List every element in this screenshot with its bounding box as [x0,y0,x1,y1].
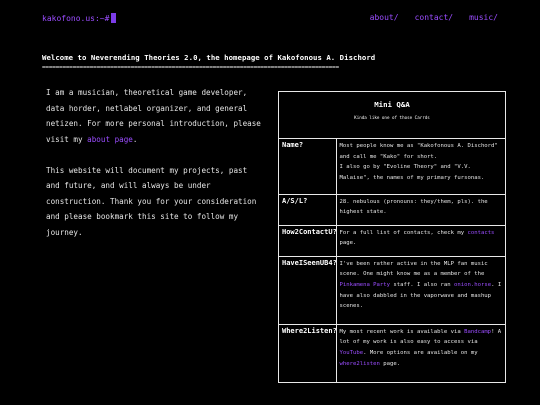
qa-title: Mini Q&A [374,100,410,109]
qa-answer-text: . I have also dabbled in the vaporwave and mashup scenes. [339,281,502,310]
qa-row [279,225,505,256]
qa-row [279,194,505,225]
nav-music-link[interactable]: music/ [469,13,498,22]
nav-contact-link[interactable]: contact/ [414,13,454,22]
qa-question: Name? [279,139,336,194]
qa-question: Where2Listen? [279,324,336,383]
qa-answer-text: Most people know me as "Kakofonous A. Dischord" and call me "Kako" for short. [339,143,498,160]
top-nav [370,13,498,22]
qa-question: A/S/L? [279,194,336,225]
intro-paragraph-1 [46,85,264,147]
qa-answer-text: I also go by "Evoline Theory" and "V.V. Malaise", the names of my primary fursonas. [339,164,485,182]
intro-paragraph-2: This website will document my projects, past and future, and will always be under construction. Thank you for your consideration and please bookmark this site to follow my journey. [46,165,257,237]
qa-header [279,92,505,139]
qa-answer-text: page. [379,360,401,367]
qa-answer-text: My most recent work is available via [339,328,465,335]
title-underline: ======================================================================================= [42,64,339,71]
onion-horse-link[interactable]: onion.horse [454,281,492,288]
qa-question: How2ContactU? [279,225,336,256]
qa-answer [336,256,505,324]
bandcamp-link[interactable]: Bandcamp [464,328,492,335]
intro-text [46,85,264,256]
intro-p1-end: . [132,134,138,144]
qa-question: HaveISeenUB4? [279,256,336,324]
where2listen-link[interactable]: where2listen [339,360,380,367]
qa-answer [336,225,505,256]
qa-answer-text: . More options are available on my [363,349,478,356]
qa-answer-text: I've been rather active in the MLP fan music scene. One might know me as a member of the [339,260,488,278]
pinkamena-party-link[interactable]: Pinkamena Party [339,281,391,288]
qa-row [279,256,505,324]
page-title: Welcome to Neverending Theories 2.0, the homepage of Kakofonous A. Dischord [42,53,376,62]
intro-p1-text: I am a musician, theoretical game developer, data horder, netlabel organizer, and general netizen. For more personal introduction, please visit my [46,88,261,144]
cursor-block [111,13,116,23]
qa-answer [336,139,505,194]
contacts-link[interactable]: contacts [467,229,495,236]
youtube-link[interactable]: YouTube [339,349,364,356]
qa-answer-text: For a full list of contacts, check my [339,229,468,236]
mini-qa-box [278,91,506,383]
nav-about-link[interactable]: about/ [369,13,399,22]
qa-answer [336,324,505,383]
qa-answer-text: ! A lot of my work is also easy to access via [339,328,502,346]
qa-subtitle: Kinda like one of those Carrds [354,115,430,120]
qa-answer: 28. nebulous (pronouns: they/them, pls). the highest state. [336,194,505,225]
about-page-link[interactable]: about page [87,134,133,144]
qa-row [279,324,505,383]
prompt-text: kakofono.us:~# [42,13,110,23]
qa-row [279,139,505,194]
qa-table [279,139,505,383]
terminal-prompt [42,13,116,23]
qa-answer-text: page. [339,240,357,247]
qa-answer-text: staff. I also ran [390,281,455,288]
